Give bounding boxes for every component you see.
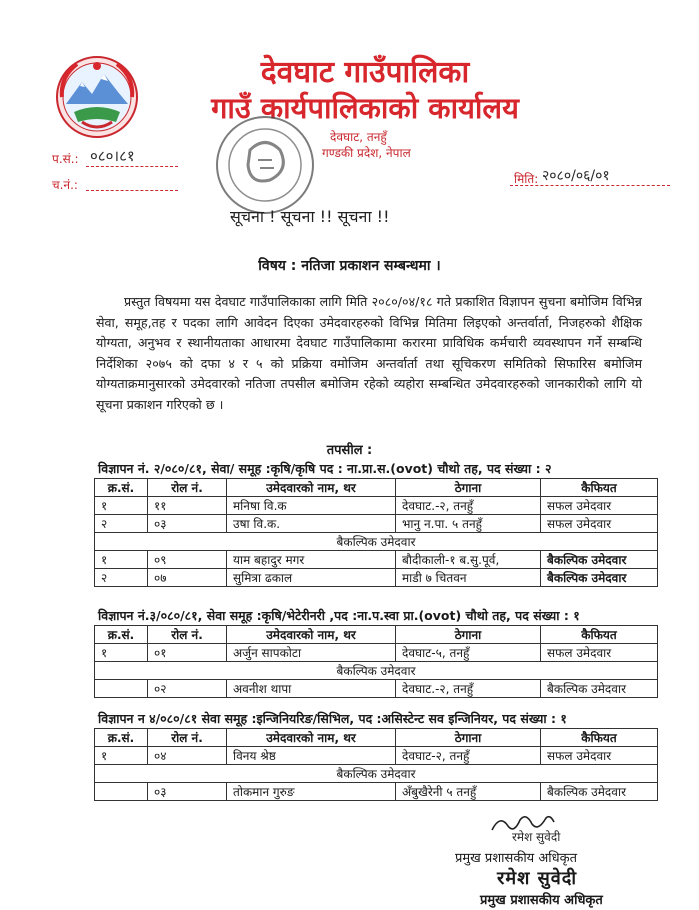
ref-number-value: ०८०।८१	[90, 147, 135, 165]
col-roll: रोल नं.	[148, 729, 227, 747]
cell-roll: ०३	[148, 515, 227, 533]
cell-roll: ०७	[148, 569, 227, 587]
cell-address: देवघाट.-२, तनहुँ	[396, 680, 541, 698]
cell-remarks: बैकल्पिक उमेदवार	[541, 783, 658, 801]
table-row	[95, 680, 658, 698]
alternate-subheading-row	[95, 533, 658, 551]
tapsil-heading: तपसील :	[326, 443, 373, 458]
body-paragraph: प्रस्तुत विषयमा यस देवघाट गाउँपालिकाका लागि मिति २०८०/०४/१८ गते प्रकाशित विज्ञापन सुचना बमोजिम विभिन्न सेवा, समूह,तह र पदका लागि आवेदन दिएका उमेदवारहरुको विभिन्न मितिमा लिइएको अन्तर्वार्ता, निजहरुको शैक्षिक योग्यता, अनुभव र स्थानीयताका आधारमा देवघाट गाउँपालिकामा करारमा प्राविधिक कर्मचारी व्यवस्थापन गर्ने सम्बन्धि निर्देशिका २०७५ को दफा ४ र ५ को प्रक्रिया वमोजिम अन्तर्वार्ता तथा सूचिकरण समितिको सिफारिस बमोजिम योग्यताक्रमानुसारको उमेदवारको नतिजा तपसील बमोजिम रहेको व्यहोरा सम्बन्धित उमेदवारहरुको जानकारीको लागि यो सूचना प्रकाशन गरिएको छ ।	[96, 294, 642, 412]
ref-number-line	[86, 166, 178, 167]
dispatch-number-line	[86, 190, 178, 191]
date-label: मिति:	[514, 172, 539, 186]
cell-name: याम बहादुर मगर	[227, 551, 396, 569]
cell-name: तोकमान गुरुङ	[227, 783, 396, 801]
alternate-subheading-row	[95, 662, 658, 680]
cell-name: विनय श्रेष्ठ	[227, 747, 396, 765]
col-serial: क्र.सं.	[95, 729, 148, 747]
cell-name: सुमित्रा ढकाल	[227, 569, 396, 587]
advert-1-heading: विज्ञापन नं. २/०८०/८१, सेवा/ समूह :कृषि/कृषि पद : ना.प्रा.स.(ovot) चौथो तह, पद संख्या : २	[98, 461, 552, 476]
cell-address: अँबुखैरेनी ५ तनहुँ	[396, 783, 541, 801]
col-remarks: कैफियत	[541, 729, 658, 747]
table-header-row	[95, 479, 658, 497]
alternate-subheading: बैकल्पिक उमेदवार	[95, 533, 658, 551]
cell-address: बौदीकाली-१ ब.सु.पूर्व,	[396, 551, 541, 569]
cell-roll: ११	[148, 497, 227, 515]
results-table-1	[94, 478, 658, 587]
cell-address: भानु न.पा. ५ तनहुँ	[396, 515, 541, 533]
cell-remarks: बैकल्पिक उमेदवार	[541, 569, 658, 587]
col-name: उमेदवारको नाम, थर	[227, 479, 396, 497]
col-name: उमेदवारको नाम, थर	[227, 729, 396, 747]
cell-remarks: सफल उमेदवार	[541, 515, 658, 533]
table-row	[95, 747, 658, 765]
table-row	[95, 783, 658, 801]
signature-stamp-name: रमेश सुवेदी	[497, 868, 578, 889]
advert-3-heading: विज्ञापन न ४/०८०/८१ सेवा समूह :इन्जिनियरिङ/सिभिल, पद :असिस्टेन्ट सव इन्जिनियर, पद संख्या : १	[98, 711, 567, 726]
col-address: ठेगाना	[396, 729, 541, 747]
cell-roll: ०२	[148, 680, 227, 698]
col-roll: रोल नं.	[148, 479, 227, 497]
cell-serial: १	[95, 551, 148, 569]
address-line2: गण्डकी प्रदेश, नेपाल	[322, 146, 411, 160]
notice-banner: सूचना ! सूचना !! सूचना !!	[230, 207, 390, 226]
cell-serial: १	[95, 747, 148, 765]
cell-serial: १	[95, 497, 148, 515]
col-serial: क्र.सं.	[95, 479, 148, 497]
table-row	[95, 644, 658, 662]
cell-remarks: बैकल्पिक उमेदवार	[541, 680, 658, 698]
cell-roll: ०१	[148, 644, 227, 662]
alternate-subheading: बैकल्पिक उमेदवार	[95, 765, 658, 783]
table-header-row	[95, 626, 658, 644]
results-table-2	[94, 625, 658, 698]
table-row	[95, 515, 658, 533]
cell-name: उषा वि.क.	[227, 515, 396, 533]
cell-roll: ०९	[148, 551, 227, 569]
signature-handwritten-name: रमेश सुवेदी	[512, 830, 561, 844]
cell-name: मनिषा वि.क	[227, 497, 396, 515]
col-remarks: कैफियत	[541, 626, 658, 644]
cell-address: माडी ७ चितवन	[396, 569, 541, 587]
office-title-line2: गाउँ कार्यपालिकाको कार्यालय	[211, 91, 519, 125]
dispatch-number-label: च.नं.:	[52, 178, 78, 192]
col-name: उमेदवारको नाम, थर	[227, 626, 396, 644]
address-line1: देवघाट, तनहुँ	[330, 130, 387, 144]
col-address: ठेगाना	[396, 626, 541, 644]
cell-address: देवघाट-५, तनहुँ	[396, 644, 541, 662]
cell-serial: १	[95, 644, 148, 662]
cell-serial: २	[95, 515, 148, 533]
cell-roll: ०३	[148, 783, 227, 801]
cell-serial	[95, 680, 148, 698]
cell-remarks: सफल उमेदवार	[541, 644, 658, 662]
advert-2-heading: विज्ञापन नं.३/०८०/८१, सेवा समूह :कृषि/भेटेरीनरी ,पद :ना.प.स्वा प्रा.(ovot) चौथो तह, पद संख्या : १	[98, 608, 580, 623]
table-row	[95, 569, 658, 587]
col-remarks: कैफियत	[541, 479, 658, 497]
col-roll: रोल नं.	[148, 626, 227, 644]
cell-remarks: बैकल्पिक उमेदवार	[541, 551, 658, 569]
table-header-row	[95, 729, 658, 747]
table-row	[95, 497, 658, 515]
col-serial: क्र.सं.	[95, 626, 148, 644]
cell-remarks: सफल उमेदवार	[541, 497, 658, 515]
nepal-emblem-icon	[52, 52, 142, 142]
office-title-line1: देवघाट गाउँपालिका	[260, 55, 470, 90]
cell-address: देवघाट.-२, तनहुँ	[396, 497, 541, 515]
date-line	[510, 185, 670, 186]
subject-heading: विषय : नतिजा प्रकाशन सम्बन्धमा ।	[258, 258, 441, 274]
alternate-subheading: बैकल्पिक उमेदवार	[95, 662, 658, 680]
cell-roll: ०४	[148, 747, 227, 765]
ref-number-label: प.सं.:	[52, 152, 79, 166]
cell-serial: २	[95, 569, 148, 587]
cell-name: अर्जुन सापकोटा	[227, 644, 396, 662]
cell-remarks: सफल उमेदवार	[541, 747, 658, 765]
date-value: २०८०/०६/०१	[542, 168, 610, 184]
signature-stamp-designation: प्रमुख प्रशासकीय अधिकृत	[480, 893, 603, 908]
alternate-subheading-row	[95, 765, 658, 783]
cell-serial	[95, 783, 148, 801]
signature-designation: प्रमुख प्रशासकीय अधिकृत	[455, 851, 578, 866]
cell-address: देवघाट-२, तनहुँ	[396, 747, 541, 765]
results-table-3	[94, 728, 658, 801]
col-address: ठेगाना	[396, 479, 541, 497]
cell-name: अवनीश थापा	[227, 680, 396, 698]
table-row	[95, 551, 658, 569]
